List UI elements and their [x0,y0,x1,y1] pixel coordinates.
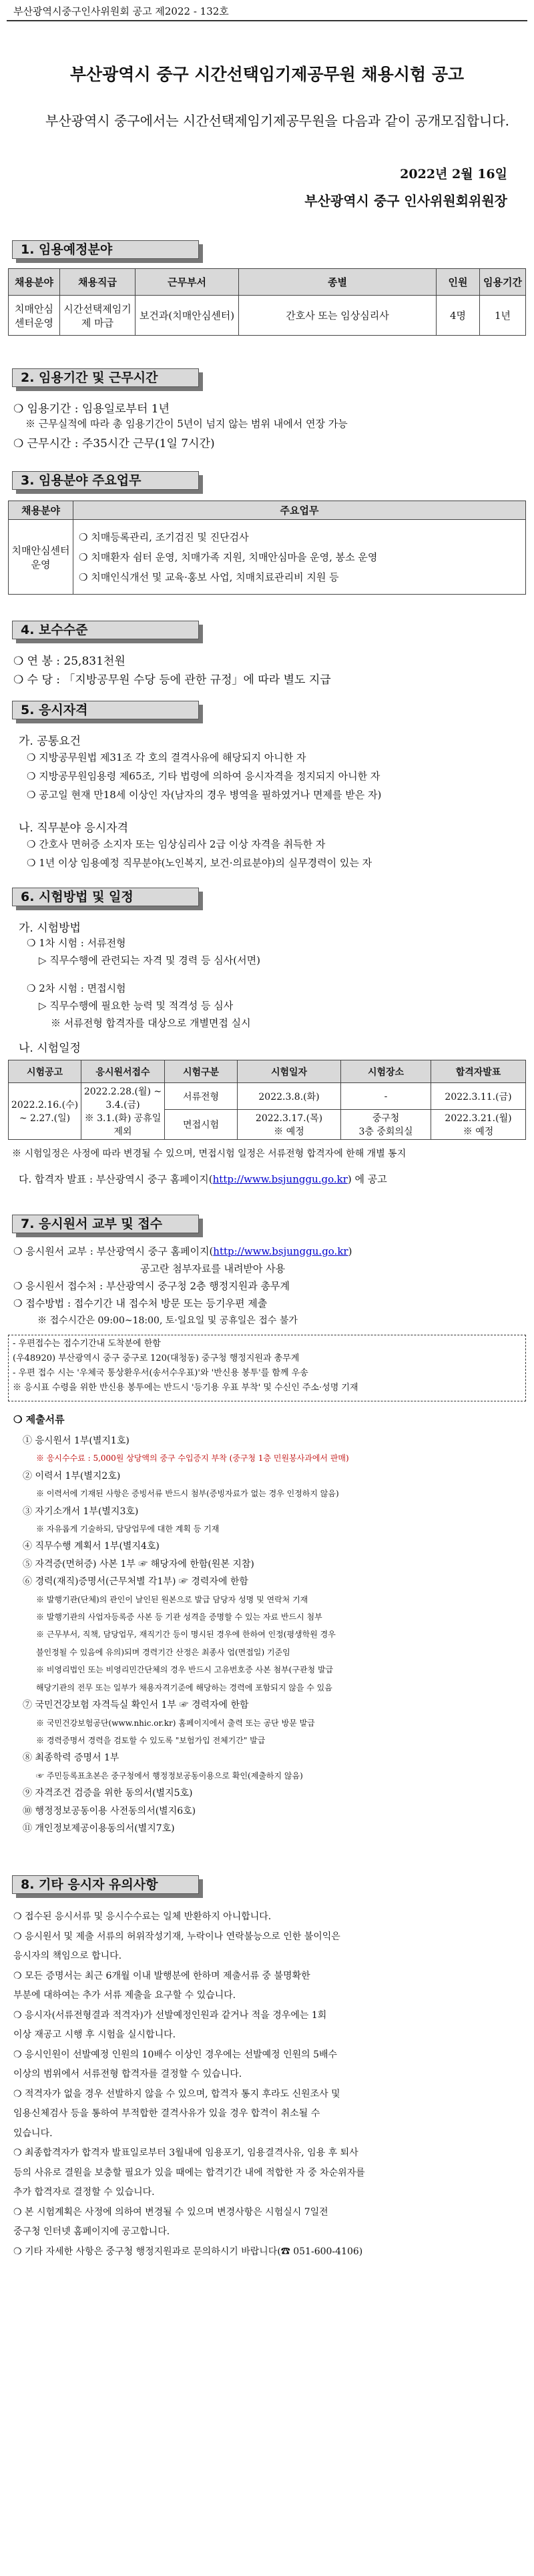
col-header: 시험장소 [341,1060,431,1083]
col-header: 합격자발표 [431,1060,526,1083]
col-header: 주요업무 [73,501,526,520]
text-line: ※ 근무실적에 따라 총 임용기간이 5년이 넘지 않는 범위 내에서 연장 가능 [25,418,348,430]
col-header: 시험공고 [9,1060,81,1083]
text-line: 나. 시험일정 [19,1042,81,1055]
note-item: ❍ 최종합격자가 합격자 발표일로부터 3월내에 임용포기, 임용결격사유, 임용 후 퇴사 [13,2148,358,2158]
section-header [12,471,206,494]
announcement-date: 2022년 2월 16일 [400,167,507,182]
section-title: 6. 시험방법 및 일정 [12,888,199,906]
table-cell: 간호사 또는 임상심리사 [239,296,437,336]
col-header: 시험구분 [165,1060,238,1083]
cell-text: ※ 3.1.(화) 공휴일 제외 [84,1113,162,1137]
col-header: 응시원서접수 [81,1060,165,1083]
table-cell: 1년 [480,296,526,336]
section-header [12,1875,206,1898]
table-cell: 서류전형 [165,1083,238,1110]
mail-notice-box [8,1335,526,1401]
results-line [19,1172,387,1186]
notice-line: - 우편접수는 접수기간내 도착분에 한함 [13,1339,161,1349]
doc-note: ※ 근무부서, 직책, 담당업무, 재직기간 등이 명시된 경우에 한하여 인정(평생학원 경우 [36,1630,336,1640]
note-item: ❍ 적격자가 없을 경우 선발하지 않을 수 있으며, 합격자 통지 후라도 신원조사 및 [13,2088,340,2100]
text-line: ※ 서류전형 합격자를 대상으로 개별면접 실시 [51,1017,251,1029]
text-line: ▷ 직무수행에 관련되는 자격 및 경력 등 심사(서면) [39,954,260,966]
homepage-link[interactable]: http://www.bsjunggu.go.kr [212,1173,348,1185]
duty-item: ❍ 치매환자 쉼터 운영, 치매가족 지원, 치매안심마을 운영, 봉소 운영 [79,551,378,563]
col-header: 임용기간 [480,269,526,296]
issuer: 부산광역시 중구 인사위원회위원장 [304,193,507,209]
table-cell: - [341,1083,431,1110]
notice-line: ※ 응시표 수령을 위한 반신용 봉투에는 반드시 '등기용 우표 부착' 및 수신인 주소·성명 기재 [13,1383,358,1393]
note-item: 등의 사유로 결원을 보충할 필요가 있을 때에는 합격기간 내에 적합한 자 중 차순위자를 [13,2167,365,2178]
text-line: 가. 시험방법 [19,922,81,935]
section-title: 8. 기타 응시자 유의사항 [12,1875,199,1894]
text-line: ❍ 2차 시험 : 면접시험 [27,982,126,994]
cell-text: 3층 중회의실 [358,1126,413,1137]
divider [7,20,527,21]
section-title: 5. 응시자격 [12,701,199,719]
text-line: ❍ 1년 이상 임용예정 직무분야(노인복지, 보건·의료분야)의 실무경력이 있는 자 [27,857,372,869]
text-line: ❍ 근무시간 : 주35시간 근무(1일 7시간) [13,437,215,450]
doc-note: ※ 국민건강보험공단(www.nhic.or.kr) 홈페이지에서 출력 또는 공단 방문 발급 [36,1718,315,1728]
section-title: 2. 임용기간 및 근무시간 [12,368,199,387]
note-item: ❍ 응시원서 및 제출 서류의 허위작성기재, 누락이나 연락불능으로 인한 불이익은 [13,1931,340,1942]
text-line: ❍ 임용기간 : 임용일로부터 1년 [13,402,170,416]
text-line: ❍ 간호사 면허증 소지자 또는 임상심리사 2급 이상 자격을 취득한 자 [27,838,326,850]
note-item: ❍ 접수된 응시서류 및 응시수수료는 일체 반환하지 아니합니다. [13,1911,272,1922]
doc-note: 불인정될 수 있음에 유의)되며 경력기간 산정은 최종사 업(면접일) 기준임 [36,1647,290,1657]
table-cell [341,1110,431,1140]
notes-list [13,1907,521,2262]
note-item: 중구청 인터넷 홈페이지에 공고합니다. [13,2226,170,2237]
section-title: 4. 보수수준 [12,621,199,639]
duty-item: ❍ 치매인식개선 및 교육·홍보 사업, 치매치료관리비 지원 등 [79,571,339,583]
section-header [12,888,206,910]
note-item: ❍ 응시인원이 선발예정 인원의 10배수 이상인 경우에는 선발예정 인원의 5배수 [13,2049,338,2060]
section-header [12,621,206,643]
doc-item: ⑪ 개인정보제공이용동의서(별지7호) [23,1823,175,1834]
section-header [12,1215,206,1237]
note-item: 이상의 범위에서 서류전형 합격자를 결정할 수 있습니다. [13,2069,242,2079]
duty-item: ❍ 치매등록관리, 조기검진 및 진단검사 [79,531,249,543]
homepage-link[interactable]: http://www.bsjunggu.go.kr [213,1245,348,1257]
table-cell [238,1110,341,1140]
doc-item: ⑩ 행정정보공동이용 사전동의서(별지6호) [23,1805,196,1817]
doc-note: ☞ 주민등록표초본은 중구청에서 행정정보공동이용으로 확인(제출하지 않음) [36,1770,303,1781]
table-cell: 보건과(치매안심센터) [136,296,239,336]
section-title: 3. 임용분야 주요업무 [12,471,199,490]
duties-cell [73,520,526,595]
note-item: 부분에 대하여는 추가 서류 제출을 요구할 수 있습니다. [13,1990,236,2001]
table-cell: 치매안심센터운영 [9,520,73,595]
note-item: 추가 합격자로 결정할 수 있습니다. [13,2187,155,2198]
note-item: 응시자의 책임으로 합니다. [13,1951,122,1961]
table-cell: 시간선택제임기제 마급 [60,296,136,336]
text-line: ❍ 접수방법 : 접수기간 내 접수처 방문 또는 등기우편 제출 [13,1297,268,1309]
note-item: ❍ 응시자(서류전형결과 적격자)가 선발예정인원과 같거나 적을 경우에는 1회 [13,2009,327,2021]
doc-note: ※ 경력증명서 경력을 검토할 수 있도록 "보험가입 전체기간" 발급 [36,1735,266,1745]
text-line: ❍ 지방공무원법 제31조 각 호의 결격사유에 해당되지 아니한 자 [27,751,306,763]
note-item: ❍ 본 시험계획은 사정에 의하여 변경될 수 있으며 변경사항은 시험실시 7일전 [13,2206,328,2218]
schedule-note: ※ 시험일정은 사정에 따라 변경될 수 있으며, 면접시험 일정은 서류전형 합격자에 한해 개별 통지 [12,1149,407,1159]
text-line: ❍ 1차 시험 : 서류전형 [27,937,126,949]
cell-text: 2022.2.28.(월) ~ 3.4.(금) [83,1086,162,1110]
table-cell [81,1083,165,1140]
text-line: ❍ 응시원서 접수처 : 부산광역시 중구청 2층 행정지원과 총무계 [13,1280,290,1292]
section-header [12,240,206,263]
doc-item: ④ 직무수행 계획서 1부(별지4호) [23,1541,160,1552]
text-line: 가. 공통요건 [19,735,81,748]
section-title: 7. 응시원서 교부 및 접수 [12,1215,199,1233]
table-cell: 치매안심센터운영 [9,296,60,336]
section-header [12,701,206,723]
col-header: 근무부서 [136,269,239,296]
section-title: 1. 임용예정분야 [12,240,199,259]
text-line: ❍ 지방공무원임용령 제65조, 기타 법령에 의하여 응시자격을 정지되지 아니한 자 [27,770,380,782]
doc-note: ※ 응시수수료 : 5,000원 상당액의 중구 수입증지 부착 (중구청 1층 민원봉사과에서 판매) [36,1454,349,1464]
doc-note: ※ 이력서에 기재된 사항은 증빙서류 반드시 첨부(증빙자료가 없는 경우 인정하지 않음) [36,1489,339,1499]
cell-text: 2022.3.21.(월) [445,1113,512,1124]
col-header: 시험일자 [238,1060,341,1083]
doc-item: ③ 자기소개서 1부(별지3호) [23,1506,139,1517]
doc-item: ⑨ 자격조건 검증을 위한 동의서(별지5호) [23,1788,193,1799]
doc-item: ⑧ 최종학력 증명서 1부 [23,1752,119,1764]
doc-note: 해당기관의 전무 또는 일부가 채용자격기준에 해당하는 경력에 포함되지 않을 수 있음 [36,1682,332,1692]
text-line: ❍ 연 봉 : 25,831천원 [13,655,125,668]
doc-item: ⑦ 국민건강보험 자격득실 확인서 1부 ☞ 경력자에 한함 [23,1700,249,1711]
col-header: 종별 [239,269,437,296]
note-item: 이상 재공고 시행 후 시험을 실시합니다. [13,2029,176,2040]
text-line: ❍ 공고일 현재 만18세 이상인 자(남자의 경우 병역을 필하였거나 면제를 받은 자) [27,789,382,801]
text-line: ❍ 수 당 : 「지방공무원 수당 등에 관한 규정」에 따라 별도 지급 [13,673,331,687]
section-header [12,368,206,391]
notice-line: (우48920) 부산광역시 중구 중구로 120(대청동) 중구청 행정지원과 총무계 [13,1353,300,1363]
text-line: ▷ 직무수행에 필요한 능력 및 적격성 등 심사 [39,1000,234,1012]
notice-line: - 우편 접수 시는 '우체국 통상환우서(송서수우표)'와 '반신용 봉투'를 함께 우송 [13,1368,308,1378]
cell-text: 중구청 [372,1113,400,1124]
doc-note: ※ 비영리법인 또는 비영리민간단체의 경우 반드시 고유번호증 사본 첨부(구관청 발급 [36,1665,334,1675]
text-line: 공고란 첨부자료를 내려받아 사용 [140,1263,286,1275]
doc-item: ① 응시원서 1부(별지1호) [23,1435,129,1446]
announcement-number: 부산광역시중구인사위원회 공고 제2022 - 132호 [13,5,229,17]
docs-list [23,1432,523,1837]
intro-text: 부산광역시 중구에서는 시간선택제임기제공무원을 다음과 같이 공개모집합니다. [45,113,510,129]
cell-text: 2022.3.17.(목) [255,1113,323,1124]
text-span: ❍ 응시원서 교부 : 부산광역시 중구 홈페이지( [13,1245,214,1257]
note-item: 있습니다. [13,2128,53,2139]
doc-item: ⑤ 자격증(면허증) 사본 1부 ☞ 해당자에 한함(원본 지참) [23,1558,254,1570]
table-cell: 면접시험 [165,1110,238,1140]
col-header: 채용분야 [9,501,73,520]
table-cell [431,1110,526,1140]
cell-text: ※ 예정 [463,1126,494,1137]
appointment-table [8,268,526,336]
table-cell: 4명 [437,296,480,336]
page-title: 부산광역시 중구 시간선택임기제공무원 채용시험 공고 [69,65,465,84]
col-header: 채용분야 [9,269,60,296]
table-cell: 2022.3.8.(화) [238,1083,341,1110]
note-item: 임용신체검사 등을 통하여 부적합한 결격사유가 있을 경우 합격이 취소될 수 [13,2108,320,2119]
results-tail: ) 에 공고 [347,1173,387,1185]
doc-note: ※ 발행기관(단체)의 관인이 날인된 원본으로 발급 담당자 성명 및 연락처 기재 [36,1594,308,1604]
note-item: ❍ 모든 증명서는 최근 6개월 이내 발행분에 한하며 제출서류 중 불명확한 [13,1970,310,1981]
col-header: 채용직급 [60,269,136,296]
schedule-table [8,1060,526,1140]
results-label: 다. 합격자 발표 : 부산광역시 중구 홈페이지( [19,1173,213,1185]
cell-text: ※ 예정 [274,1126,304,1137]
doc-note: ※ 발행기관의 사업자등록증 사본 등 기관 성격을 증명할 수 있는 자료 반드시 첨부 [36,1612,322,1622]
docs-title: ❍ 제출서류 [13,1413,65,1425]
duties-table [8,501,526,595]
text-line [13,1244,352,1258]
col-header: 인원 [437,269,480,296]
text-line: ※ 접수시간은 09:00~18:00, 토·일요일 및 공휴일은 접수 불가 [37,1315,298,1326]
table-cell: 2022.2.16.(수) ~ 2.27.(일) [9,1083,81,1140]
doc-item: ⑥ 경력(재직)증명서(근무처별 각1부) ☞ 경력자에 한함 [23,1576,248,1588]
text-span: ) [348,1245,352,1257]
table-cell: 2022.3.11.(금) [431,1083,526,1110]
doc-item: ② 이력서 1부(별지2호) [23,1470,121,1482]
text-line: 나. 직무분야 응시자격 [19,822,129,835]
note-item: ❍ 기타 자세한 사항은 중구청 행정지원과로 문의하시기 바랍니다(☎ 051-600-4106) [13,2246,363,2257]
doc-note: ※ 자유롭게 기술하되, 담당업무에 대한 계획 등 기재 [36,1524,220,1534]
